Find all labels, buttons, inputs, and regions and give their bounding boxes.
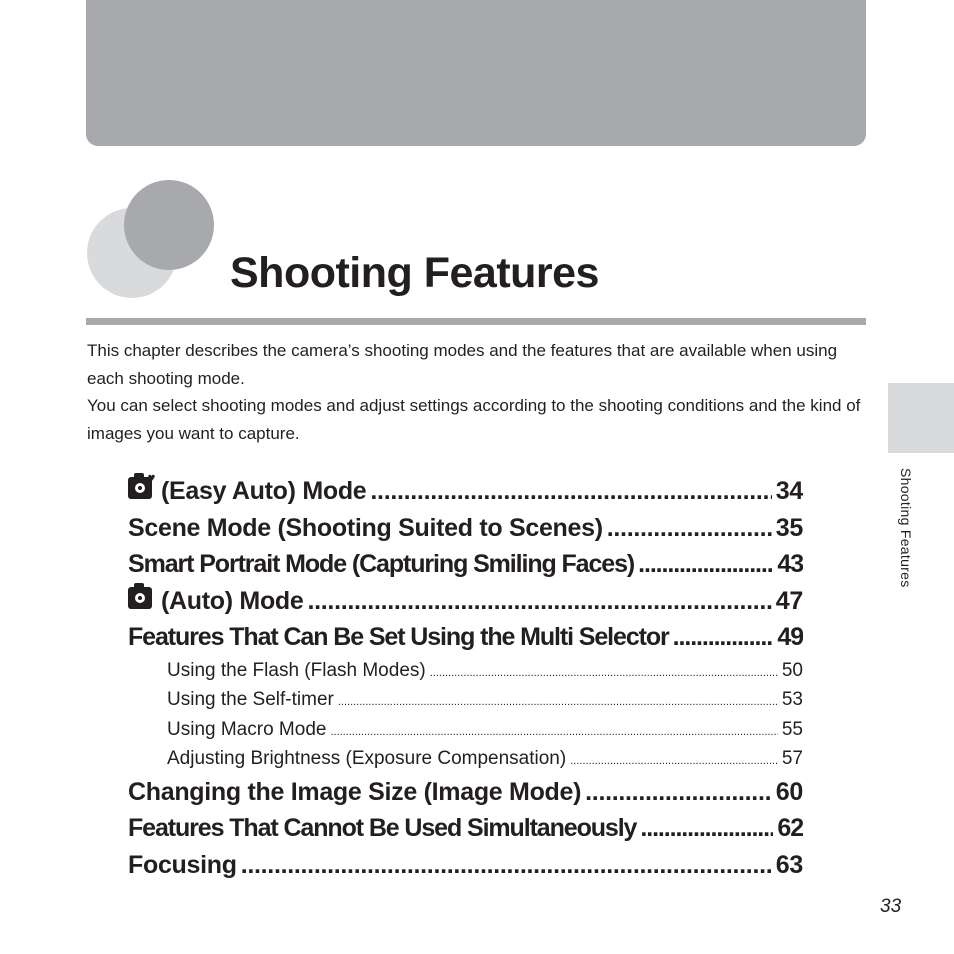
auto-mode-camera-icon	[128, 587, 152, 609]
toc-leader-dots	[330, 718, 777, 745]
toc-leader-dots	[673, 619, 774, 656]
toc-entry[interactable]	[128, 583, 803, 620]
intro-paragraph: This chapter describes the camera’s shooting modes and the features that are available when using each shooting mode.	[87, 341, 838, 388]
decorative-circle-dark	[124, 180, 214, 270]
toc-subentry[interactable]	[128, 744, 803, 774]
toc-entry-label: (Auto) Mode	[161, 586, 304, 615]
toc-page-number: 60	[775, 777, 803, 806]
toc-leader-dots	[638, 546, 773, 583]
toc-page-number: 49	[777, 623, 803, 651]
toc-entry-label: (Easy Auto) Mode	[161, 477, 367, 505]
toc-page-number: 53	[781, 689, 803, 710]
toc-entry-label: Focusing	[128, 850, 237, 879]
toc-subentry[interactable]	[128, 715, 803, 745]
toc-entry[interactable]	[128, 510, 803, 547]
toc-subentry[interactable]	[128, 685, 803, 715]
toc-leader-dots	[338, 688, 778, 715]
toc-page-number: 43	[777, 550, 803, 578]
toc-leader-dots	[241, 847, 772, 884]
easy-auto-mode-icon: ♥	[128, 477, 152, 499]
toc-entry[interactable]	[128, 774, 803, 811]
chapter-side-tab	[888, 383, 954, 453]
chapter-header-banner	[86, 0, 866, 146]
toc-entry-label: Smart Portrait Mode (Capturing Smiling Faces)	[128, 550, 635, 578]
toc-leader-dots	[430, 659, 778, 686]
toc-page-number: 34	[775, 477, 803, 505]
toc-entry[interactable]	[128, 810, 803, 847]
toc-page-number: 62	[777, 814, 803, 842]
toc-page-number: 63	[775, 850, 803, 879]
toc-subentry[interactable]	[128, 656, 803, 686]
chapter-title: Shooting Features	[230, 249, 599, 297]
toc-leader-dots	[640, 810, 773, 847]
toc-entry-label: Changing the Image Size (Image Mode)	[128, 777, 582, 806]
toc-entry-label: Using the Self-timer	[167, 689, 334, 710]
toc-entry[interactable]	[128, 473, 803, 510]
side-tab-label: Shooting Features	[898, 468, 914, 588]
toc-entry-label: Using Macro Mode	[167, 718, 327, 740]
toc-entry-label: Using the Flash (Flash Modes)	[167, 659, 426, 681]
toc-page-number: 55	[781, 718, 803, 740]
toc-page-number: 57	[781, 748, 803, 769]
toc-entry-label: Features That Cannot Be Used Simultaneously	[128, 814, 637, 842]
toc-entry[interactable]	[128, 546, 803, 583]
toc-entry[interactable]	[128, 847, 803, 884]
title-divider	[86, 318, 866, 325]
toc-leader-dots	[607, 510, 772, 547]
chapter-intro	[87, 337, 867, 447]
toc-leader-dots	[570, 747, 778, 774]
toc-entry-label: Adjusting Brightness (Exposure Compensation)	[167, 748, 567, 769]
toc-entry[interactable]	[128, 619, 803, 656]
toc-leader-dots	[585, 774, 772, 811]
toc-entry-label: Scene Mode (Shooting Suited to Scenes)	[128, 513, 603, 542]
toc-leader-dots	[370, 473, 771, 510]
toc-page-number: 50	[781, 659, 803, 681]
page-number: 33	[880, 896, 902, 917]
toc-page-number: 35	[775, 513, 803, 542]
toc-entry-label: Features That Can Be Set Using the Multi Selector	[128, 623, 669, 651]
intro-paragraph: You can select shooting modes and adjust settings according to the shooting conditions and the kind of images you want to capture.	[87, 396, 861, 443]
toc-page-number: 47	[775, 586, 803, 615]
toc-leader-dots	[308, 583, 772, 620]
table-of-contents	[128, 473, 803, 883]
